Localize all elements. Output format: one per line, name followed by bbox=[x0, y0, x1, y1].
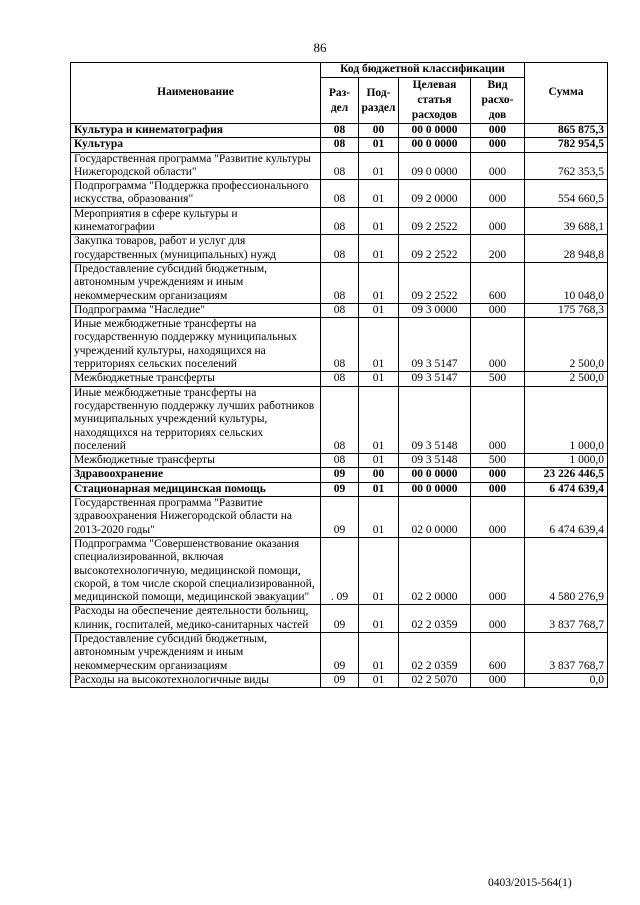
row-expense-kind: 000 bbox=[471, 207, 525, 235]
row-target-article: 09 2 2522 bbox=[399, 235, 471, 263]
row-target-article: 09 3 5148 bbox=[399, 386, 471, 453]
table-row bbox=[71, 262, 608, 303]
row-sum: 865 875,3 bbox=[525, 124, 608, 138]
row-target-article: 00 0 0000 bbox=[399, 468, 471, 482]
row-section: 08 bbox=[321, 138, 359, 152]
row-name: Стационарная медицинская помощь bbox=[71, 482, 321, 496]
row-name: Подпрограмма "Совершенствование оказания специализированной, включая высокотехнологичную, медицинской помощи, скорой, в том числе скорой специализированной, медицинской помощи, медицинской эвакуации" bbox=[71, 537, 321, 604]
row-target-article: 09 3 5147 bbox=[399, 318, 471, 372]
table-body bbox=[71, 124, 608, 688]
row-subsection: 01 bbox=[359, 497, 399, 538]
header-classification-code: Код бюджетной классификации bbox=[321, 63, 525, 78]
row-subsection: 01 bbox=[359, 262, 399, 303]
row-name: Межбюджетные трансферты bbox=[71, 372, 321, 386]
header-sum: Сумма bbox=[525, 63, 608, 124]
row-subsection: 01 bbox=[359, 235, 399, 263]
row-expense-kind: 000 bbox=[471, 497, 525, 538]
row-subsection: 01 bbox=[359, 180, 399, 208]
row-target-article: 09 2 2522 bbox=[399, 262, 471, 303]
row-section: . 09 bbox=[321, 537, 359, 604]
row-name: Закупка товаров, работ и услуг для государственных (муниципальных) нужд bbox=[71, 235, 321, 263]
row-section: 09 bbox=[321, 482, 359, 496]
row-sum: 782 954,5 bbox=[525, 138, 608, 152]
row-subsection: 01 bbox=[359, 152, 399, 180]
row-section: 09 bbox=[321, 497, 359, 538]
row-sum: 23 226 446,5 bbox=[525, 468, 608, 482]
row-sum: 2 500,0 bbox=[525, 318, 608, 372]
row-name: Культура и кинематография bbox=[71, 124, 321, 138]
row-name: Подпрограмма "Наследие" bbox=[71, 303, 321, 317]
row-name: Расходы на высокотехнологичные виды bbox=[71, 673, 321, 687]
row-section: 08 bbox=[321, 262, 359, 303]
row-sum: 6 474 639,4 bbox=[525, 497, 608, 538]
table-row bbox=[71, 482, 608, 496]
row-sum: 1 000,0 bbox=[525, 386, 608, 453]
header-row bbox=[71, 63, 608, 78]
row-subsection: 01 bbox=[359, 207, 399, 235]
row-sum: 10 048,0 bbox=[525, 262, 608, 303]
row-expense-kind: 500 bbox=[471, 372, 525, 386]
row-subsection: 01 bbox=[359, 605, 399, 633]
row-sum: 0,0 bbox=[525, 673, 608, 687]
row-expense-kind: 000 bbox=[471, 318, 525, 372]
row-expense-kind: 200 bbox=[471, 235, 525, 263]
header-target-article: Целевая статья расходов bbox=[399, 78, 471, 124]
row-name: Предоставление субсидий бюджетным, автономным учреждениям и иным некоммерческим организациям bbox=[71, 632, 321, 673]
row-target-article: 00 0 0000 bbox=[399, 138, 471, 152]
row-section: 08 bbox=[321, 207, 359, 235]
table-row bbox=[71, 605, 608, 633]
row-subsection: 01 bbox=[359, 537, 399, 604]
table-row bbox=[71, 235, 608, 263]
row-expense-kind: 000 bbox=[471, 138, 525, 152]
row-section: 08 bbox=[321, 124, 359, 138]
table-row bbox=[71, 303, 608, 317]
row-expense-kind: 000 bbox=[471, 124, 525, 138]
row-expense-kind: 000 bbox=[471, 180, 525, 208]
row-target-article: 09 3 5147 bbox=[399, 372, 471, 386]
document-code: 0403/2015-564(1) bbox=[488, 877, 572, 889]
row-section: 09 bbox=[321, 468, 359, 482]
row-target-article: 00 0 0000 bbox=[399, 482, 471, 496]
row-expense-kind: 000 bbox=[471, 386, 525, 453]
row-name: Иные межбюджетные трансферты на государственную поддержку лучших работников муниципальных учреждений культуры, находящихся на территориях сельских поселений bbox=[71, 386, 321, 453]
row-sum: 28 948,8 bbox=[525, 235, 608, 263]
table-row bbox=[71, 454, 608, 468]
row-subsection: 01 bbox=[359, 138, 399, 152]
table-row bbox=[71, 673, 608, 687]
row-sum: 762 353,5 bbox=[525, 152, 608, 180]
row-target-article: 02 0 0000 bbox=[399, 497, 471, 538]
row-expense-kind: 000 bbox=[471, 537, 525, 604]
row-subsection: 01 bbox=[359, 386, 399, 453]
row-sum: 175 768,3 bbox=[525, 303, 608, 317]
table-row bbox=[71, 180, 608, 208]
row-expense-kind: 000 bbox=[471, 482, 525, 496]
header-expense-kind: Вид расхо- дов bbox=[471, 78, 525, 124]
row-name: Расходы на обеспечение деятельности больниц, клиник, госпиталей, медико-санитарных частей bbox=[71, 605, 321, 633]
row-subsection: 01 bbox=[359, 318, 399, 372]
row-target-article: 09 3 5148 bbox=[399, 454, 471, 468]
row-sum: 6 474 639,4 bbox=[525, 482, 608, 496]
row-section: 08 bbox=[321, 180, 359, 208]
table-row bbox=[71, 468, 608, 482]
table-row bbox=[71, 318, 608, 372]
row-subsection: 01 bbox=[359, 482, 399, 496]
row-name: Государственная программа "Развитие культуры Нижегородской области" bbox=[71, 152, 321, 180]
row-subsection: 00 bbox=[359, 468, 399, 482]
row-section: 08 bbox=[321, 386, 359, 453]
row-expense-kind: 500 bbox=[471, 454, 525, 468]
row-target-article: 02 2 0359 bbox=[399, 632, 471, 673]
row-target-article: 09 2 2522 bbox=[399, 207, 471, 235]
header-section: Раз- дел bbox=[321, 78, 359, 124]
row-sum: 39 688,1 bbox=[525, 207, 608, 235]
row-name: Мероприятия в сфере культуры и кинематографии bbox=[71, 207, 321, 235]
table-row bbox=[71, 207, 608, 235]
row-expense-kind: 600 bbox=[471, 262, 525, 303]
row-sum: 2 500,0 bbox=[525, 372, 608, 386]
row-expense-kind: 000 bbox=[471, 468, 525, 482]
row-sum: 554 660,5 bbox=[525, 180, 608, 208]
row-sum: 3 837 768,7 bbox=[525, 632, 608, 673]
row-section: 08 bbox=[321, 318, 359, 372]
table-row bbox=[71, 138, 608, 152]
row-target-article: 02 2 0359 bbox=[399, 605, 471, 633]
table-row bbox=[71, 497, 608, 538]
row-section: 08 bbox=[321, 372, 359, 386]
budget-table bbox=[70, 62, 608, 688]
row-subsection: 01 bbox=[359, 372, 399, 386]
row-name: Культура bbox=[71, 138, 321, 152]
row-target-article: 09 0 0000 bbox=[399, 152, 471, 180]
row-target-article: 02 2 5070 bbox=[399, 673, 471, 687]
row-section: 08 bbox=[321, 454, 359, 468]
row-section: 09 bbox=[321, 632, 359, 673]
page-number: 86 bbox=[313, 40, 327, 55]
row-name: Межбюджетные трансферты bbox=[71, 454, 321, 468]
row-sum: 4 580 276,9 bbox=[525, 537, 608, 604]
row-name: Предоставление субсидий бюджетным, автономным учреждениям и иным некоммерческим организациям bbox=[71, 262, 321, 303]
row-subsection: 00 bbox=[359, 124, 399, 138]
row-sum: 3 837 768,7 bbox=[525, 605, 608, 633]
row-expense-kind: 000 bbox=[471, 303, 525, 317]
row-subsection: 01 bbox=[359, 632, 399, 673]
row-section: 08 bbox=[321, 235, 359, 263]
row-name: Государственная программа "Развитие здравоохранения Нижегородской области на 2013-2020 годы" bbox=[71, 497, 321, 538]
row-target-article: 00 0 0000 bbox=[399, 124, 471, 138]
row-expense-kind: 000 bbox=[471, 152, 525, 180]
table-row bbox=[71, 124, 608, 138]
row-expense-kind: 600 bbox=[471, 632, 525, 673]
table-row bbox=[71, 152, 608, 180]
table-row bbox=[71, 537, 608, 604]
row-name: Иные межбюджетные трансферты на государственную поддержку муниципальных учреждений культуры, находящихся на территориях сельских поселений bbox=[71, 318, 321, 372]
row-subsection: 01 bbox=[359, 454, 399, 468]
table-row bbox=[71, 372, 608, 386]
row-subsection: 01 bbox=[359, 673, 399, 687]
header-subsection: Под- раздел bbox=[359, 78, 399, 124]
row-target-article: 09 3 0000 bbox=[399, 303, 471, 317]
row-sum: 1 000,0 bbox=[525, 454, 608, 468]
row-subsection: 01 bbox=[359, 303, 399, 317]
row-target-article: 02 2 0000 bbox=[399, 537, 471, 604]
header-name: Наименование bbox=[71, 63, 321, 124]
row-section: 09 bbox=[321, 605, 359, 633]
row-name: Подпрограмма "Поддержка профессионального искусства, образования" bbox=[71, 180, 321, 208]
row-expense-kind: 000 bbox=[471, 605, 525, 633]
row-name: Здравоохранение bbox=[71, 468, 321, 482]
table-row bbox=[71, 632, 608, 673]
row-section: 09 bbox=[321, 673, 359, 687]
row-section: 08 bbox=[321, 152, 359, 180]
table-row bbox=[71, 386, 608, 453]
row-target-article: 09 2 0000 bbox=[399, 180, 471, 208]
row-section: 08 bbox=[321, 303, 359, 317]
row-expense-kind: 000 bbox=[471, 673, 525, 687]
